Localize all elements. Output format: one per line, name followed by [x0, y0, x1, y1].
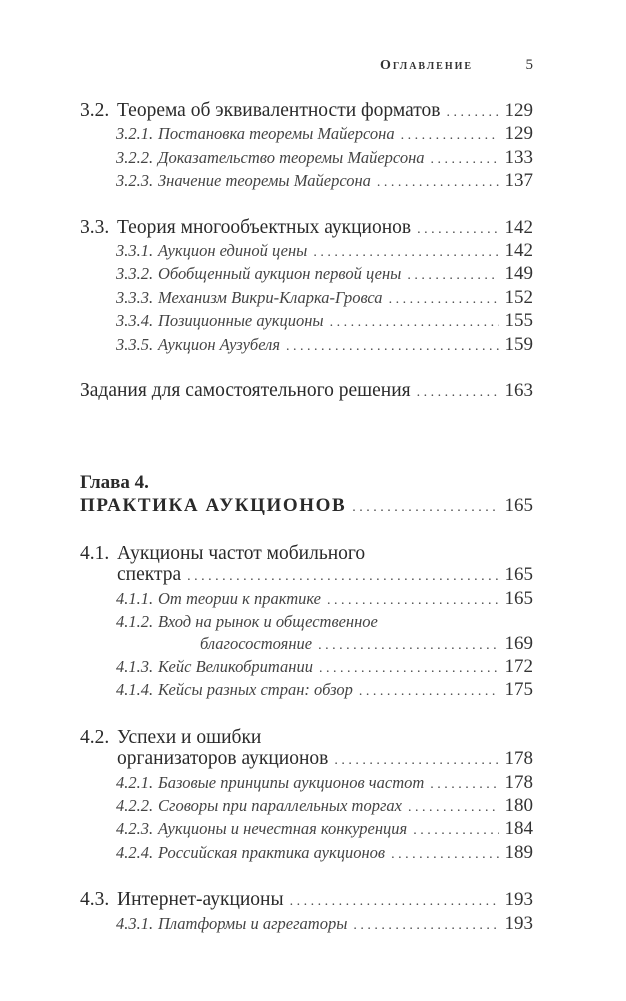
toc-subsection-entry[interactable]: [80, 263, 533, 286]
entry-number: 3.3.5.: [116, 334, 154, 354]
entry-line: [80, 772, 533, 795]
dot-leader: [407, 265, 498, 286]
entry-title: Успехи и ошибки: [117, 726, 262, 748]
entry-line: [80, 147, 533, 170]
entry-number: 3.3.: [80, 216, 110, 238]
entry-number: 4.1.1.: [116, 588, 154, 608]
entry-title: Базовые принципы аукционов частот: [158, 772, 425, 792]
entry-line: [80, 543, 533, 564]
chapter-title-row: [80, 495, 533, 518]
entry-line: [80, 727, 533, 748]
toc-section: [80, 889, 533, 936]
toc-subsection-entry[interactable]: [80, 310, 533, 333]
entry-title-continued: организаторов аукционов: [117, 748, 329, 770]
page-ref: 163: [504, 380, 533, 402]
running-header-title: Оглавление: [380, 58, 474, 73]
dot-leader: [187, 566, 498, 587]
entry-line: [80, 795, 533, 818]
dot-leader: [446, 102, 498, 123]
dot-leader: [319, 658, 499, 679]
entry-title: Платформы и агрегаторы: [158, 913, 348, 933]
page-ref: 189: [504, 841, 533, 863]
entry-line: [80, 913, 533, 936]
toc-section-entry[interactable]: [80, 100, 533, 123]
page-ref: 137: [504, 170, 533, 192]
dot-leader: [286, 336, 499, 357]
toc-section: [80, 217, 533, 357]
toc-subsection-entry[interactable]: [80, 842, 533, 865]
dot-leader: [290, 891, 499, 912]
entry-number: 4.2.1.: [116, 772, 154, 792]
page-ref: 165: [504, 564, 533, 586]
toc-subsection-entry[interactable]: [80, 123, 533, 146]
entry-number: 4.1.4.: [116, 680, 154, 700]
entry-number: 3.3.3.: [116, 287, 154, 307]
page-ref: 155: [504, 310, 533, 332]
entry-title: Аукцион Аузубеля: [158, 334, 280, 354]
entry-title: Теорема об эквивалентности форматов: [117, 100, 441, 121]
entry-title: Значение теоремы Майерсона: [158, 171, 371, 191]
entry-line: [80, 656, 533, 679]
entry-line: [80, 170, 533, 193]
entry-line: [80, 123, 533, 146]
entry-number: 4.1.2.: [116, 612, 154, 632]
toc-subsection-entry[interactable]: [80, 611, 533, 656]
entry-line: [80, 240, 533, 263]
entry-number: 4.1.: [80, 542, 110, 564]
entry-number: 4.2.: [80, 726, 110, 748]
table-of-contents: [80, 100, 533, 960]
entry-line: [80, 611, 533, 632]
dot-leader: [413, 820, 498, 841]
entry-title: От теории к практике: [158, 588, 321, 608]
toc-subsection-entry[interactable]: [80, 913, 533, 936]
entry-line: [80, 818, 533, 841]
entry-number: 3.2.2.: [116, 147, 154, 167]
toc-section-entry[interactable]: [80, 543, 533, 588]
entry-title: Задания для самостоятельного решения: [80, 380, 411, 402]
toc-section-entry[interactable]: [80, 889, 533, 912]
toc-subsection-entry[interactable]: [80, 656, 533, 679]
entry-line: [80, 679, 533, 702]
entry-line: [80, 748, 533, 771]
entry-line: [80, 633, 533, 656]
entry-line: [80, 334, 533, 357]
dot-leader: [377, 172, 499, 193]
page-ref: 169: [504, 632, 533, 654]
chapter-label: Глава 4.: [80, 472, 149, 494]
toc-subsection-entry[interactable]: [80, 287, 533, 310]
entry-title: Механизм Викри-Кларка-Гровса: [158, 287, 383, 307]
toc-subsection-entry[interactable]: [80, 795, 533, 818]
page-ref: 180: [504, 794, 533, 816]
entry-number: 4.1.3.: [116, 656, 154, 676]
entry-line: [80, 217, 533, 240]
entry-number: 4.3.1.: [116, 913, 154, 933]
page-ref: 129: [504, 123, 533, 145]
entry-number: 4.3.: [80, 889, 110, 911]
entry-title: Кейсы разных стран: обзор: [158, 680, 353, 700]
page-ref: 165: [504, 495, 533, 517]
entry-title: Позиционные аукционы: [158, 311, 324, 331]
chapter-heading[interactable]: [80, 471, 533, 518]
page-ref: 149: [504, 263, 533, 285]
entry-title: Аукцион единой цены: [158, 241, 308, 261]
entry-number: 3.2.: [80, 100, 110, 121]
entry-number: 3.2.3.: [116, 171, 154, 191]
entry-line: [80, 263, 533, 286]
toc-subsection-entry[interactable]: [80, 170, 533, 193]
entry-number: 3.2.1.: [116, 124, 154, 144]
dot-leader: [431, 149, 499, 170]
entry-title: Аукционы и нечестная конкуренция: [158, 819, 408, 839]
page-ref: 178: [504, 748, 533, 770]
dot-leader: [417, 382, 499, 403]
toc-section: [80, 727, 533, 865]
page-number: 5: [525, 57, 533, 73]
entry-title: Интернет-аукционы: [117, 889, 284, 911]
page-ref: 142: [504, 216, 533, 238]
page-ref: 152: [504, 286, 533, 308]
page-ref: 178: [504, 771, 533, 793]
entry-number: 4.2.4.: [116, 842, 154, 862]
entry-number: 3.3.4.: [116, 311, 154, 331]
toc-section: [80, 380, 533, 403]
page-ref: 159: [504, 333, 533, 355]
entry-number: 4.2.2.: [116, 795, 154, 815]
entry-line: [80, 287, 533, 310]
toc-subsection-entry[interactable]: [80, 772, 533, 795]
running-header: [380, 57, 533, 74]
entry-title: Теория многообъектных аукционов: [117, 216, 412, 238]
toc-section-entry[interactable]: [80, 380, 533, 403]
entry-title: Доказательство теоремы Майерсона: [158, 147, 425, 167]
dot-leader: [318, 635, 498, 656]
page-ref: 133: [504, 146, 533, 168]
entry-line: [80, 100, 533, 123]
toc-section: [80, 543, 533, 703]
entry-title: Вход на рынок и общественное: [158, 612, 378, 632]
dot-leader: [430, 774, 498, 795]
page-ref: 142: [504, 240, 533, 262]
toc-section-entry[interactable]: [80, 727, 533, 772]
page-ref: 193: [504, 912, 533, 934]
dot-leader: [313, 242, 498, 263]
page-ref: 184: [504, 818, 533, 840]
entry-title-continued: благосостояние: [200, 633, 313, 653]
entry-number: 4.2.3.: [116, 819, 154, 839]
entry-title: Российская практика аукционов: [158, 842, 386, 862]
entry-title: Постановка теоремы Майерсона: [158, 124, 395, 144]
page-ref: 193: [504, 889, 533, 911]
dot-leader: [389, 289, 499, 310]
toc-subsection-entry[interactable]: [80, 818, 533, 841]
dot-leader: [352, 497, 498, 518]
entry-number: 3.3.1.: [116, 241, 154, 261]
entry-title: Сговоры при параллельных торгах: [158, 795, 402, 815]
entry-title: Кейс Великобритании: [158, 656, 313, 676]
dot-leader: [353, 915, 498, 936]
entry-line: [80, 588, 533, 611]
page-ref: 165: [504, 587, 533, 609]
toc-subsection-entry[interactable]: [80, 588, 533, 611]
entry-line: [80, 842, 533, 865]
toc-section: [80, 100, 533, 194]
toc-subsection-entry[interactable]: [80, 240, 533, 263]
entry-line: [80, 889, 533, 912]
dot-leader: [334, 750, 498, 771]
dot-leader: [417, 219, 498, 240]
page-ref: 175: [504, 679, 533, 701]
entry-line: [80, 564, 533, 587]
dot-leader: [391, 844, 498, 865]
toc-section-entry[interactable]: [80, 217, 533, 240]
page-ref: 129: [504, 100, 533, 121]
toc-subsection-entry[interactable]: [80, 147, 533, 170]
entry-title: Аукционы частот мобильного: [117, 542, 366, 564]
sections-part-3: [80, 100, 533, 403]
toc-subsection-entry[interactable]: [80, 334, 533, 357]
toc-subsection-entry[interactable]: [80, 679, 533, 702]
entry-number: 3.3.2.: [116, 264, 154, 284]
entry-title: Обобщенный аукцион первой цены: [158, 264, 402, 284]
chapter-title: ПРАКТИКА АУКЦИОНОВ: [80, 495, 347, 517]
page-ref: 172: [504, 655, 533, 677]
dot-leader: [401, 125, 499, 146]
dot-leader: [359, 681, 499, 702]
entry-line: [80, 310, 533, 333]
entry-line: [80, 380, 533, 403]
entry-title-continued: спектра: [117, 564, 182, 586]
dot-leader: [330, 312, 499, 333]
sections-chapter-4: [80, 543, 533, 936]
dot-leader: [408, 797, 499, 818]
dot-leader: [327, 590, 499, 611]
